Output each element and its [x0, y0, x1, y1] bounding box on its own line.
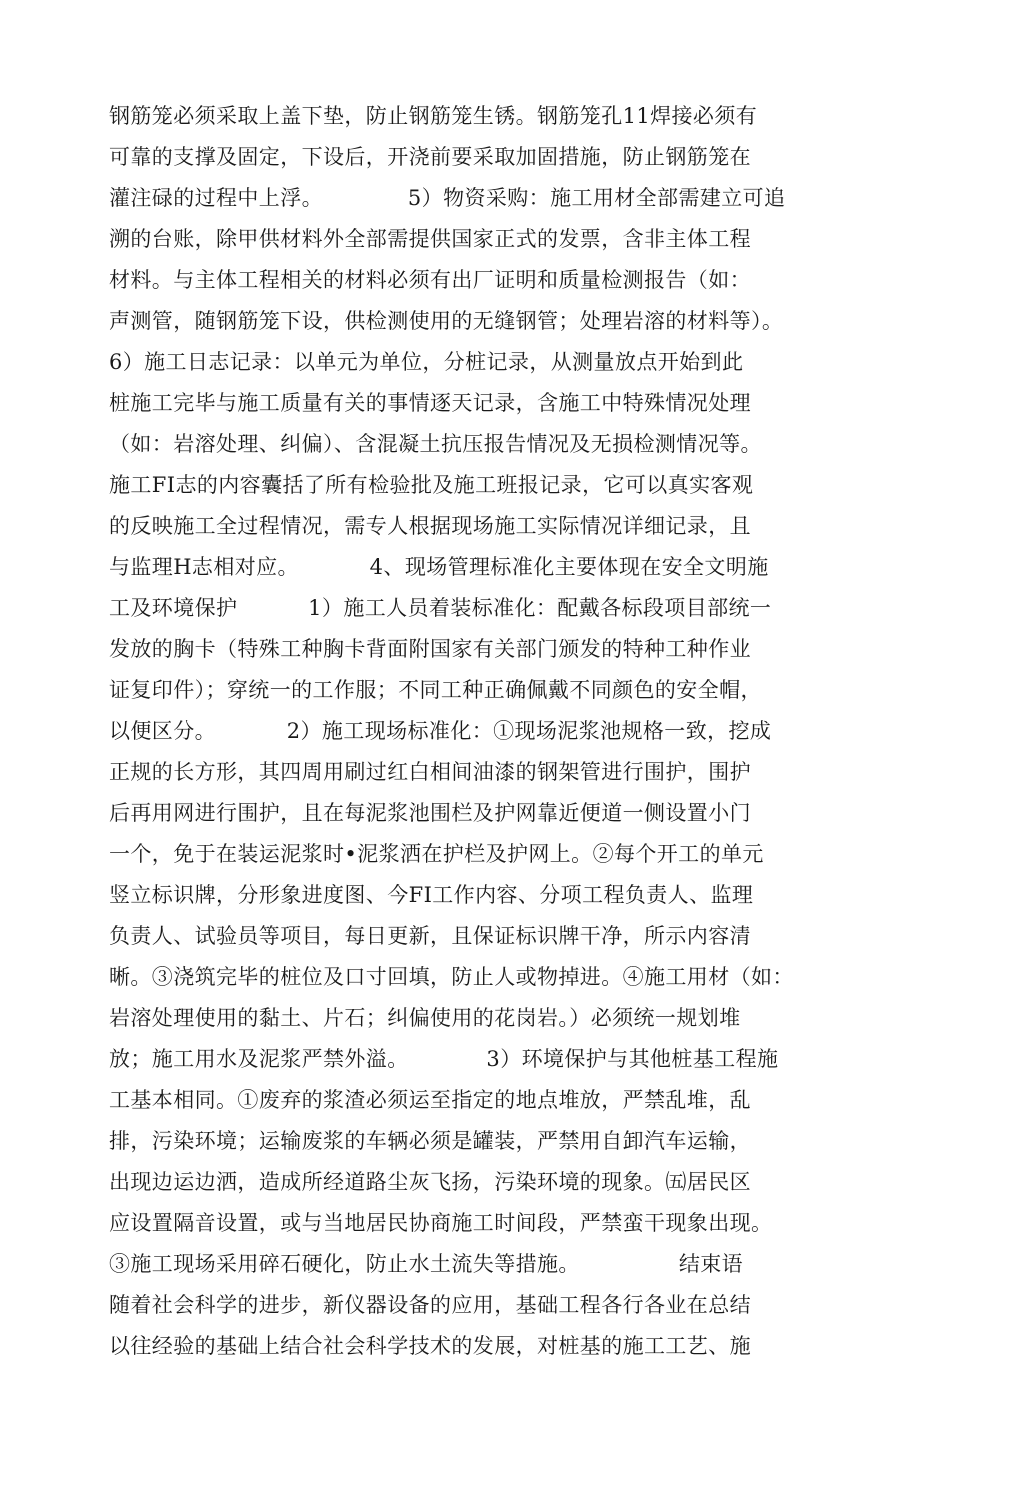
- text-line: 的反映施工全过程情况，需专人根据现场施工实际情况详细记录，且: [109, 514, 751, 538]
- text-line: 桩施工完毕与施工质量有关的事情逐天记录，含施工中特殊情况处理: [109, 391, 751, 415]
- text-line: 灌注碌的过程中上浮。 5）物资采购：施工用材全部需建立可追: [109, 186, 786, 210]
- text-line: 6）施工日志记录：以单元为单位，分桩记录，从测量放点开始到此: [109, 350, 744, 374]
- text-line: 后再用网进行围护，且在每泥浆池围栏及护网靠近便道一侧设置小门: [109, 801, 751, 825]
- text-line: 钢筋笼必须采取上盖下垫，防止钢筋笼生锈。钢筋笼孔11焊接必须有: [109, 104, 758, 128]
- text-line: 工基本相同。①废弃的浆渣必须运至指定的地点堆放，严禁乱堆，乱: [109, 1088, 751, 1112]
- text-line: 放；施工用水及泥浆严禁外溢。 3）环境保护与其他桩基工程施: [109, 1047, 779, 1071]
- text-line: 出现边运边洒，造成所经道路尘灰飞扬，污染环境的现象。㈤居民区: [109, 1170, 751, 1194]
- text-line: 应设置隔音设置，或与当地居民协商施工时间段，严禁蛮干现象出现。: [109, 1211, 773, 1235]
- text-line: 正规的长方形，其四周用刷过红白相间油漆的钢架管进行围护，围护: [109, 760, 751, 784]
- text-line: 材料。与主体工程相关的材料必须有出厂证明和质量检测报告（如：: [109, 268, 751, 292]
- text-line: 排，污染环境；运输废浆的车辆必须是罐装，严禁用自卸汽车运输，: [109, 1129, 751, 1153]
- text-line: 以便区分。 2）施工现场标准化：①现场泥浆池规格一致，挖成: [109, 719, 772, 743]
- text-line: 随着社会科学的进步，新仪器设备的应用，基础工程各行各业在总结: [109, 1293, 751, 1317]
- text-line: 以往经验的基础上结合社会科学技术的发展，对桩基的施工工艺、施: [109, 1334, 751, 1358]
- text-line: 工及环境保护 1）施工人员着装标准化：配戴各标段项目部统一: [109, 596, 772, 620]
- text-line: 负责人、试验员等项目，每日更新，且保证标识牌干净，所示内容清: [109, 924, 751, 948]
- text-line: 发放的胸卡（特殊工种胸卡背面附国家有关部门颁发的特种工种作业: [109, 637, 751, 661]
- text-line: 声测管，随钢筋笼下设，供检测使用的无缝钢管；处理岩溶的材料等）。: [109, 309, 784, 333]
- text-line: 溯的台账，除甲供材料外全部需提供国家正式的发票，含非主体工程: [109, 227, 751, 251]
- text-line: 晰。③浇筑完毕的桩位及口寸回填，防止人或物掉进。④施工用材（如：: [109, 965, 794, 989]
- text-line: 竖立标识牌，分形象进度图、今FI工作内容、分项工程负责人、监理: [109, 883, 754, 907]
- text-line: 与监理H志相对应。 4、现场管理标准化主要体现在安全文明施: [109, 555, 769, 579]
- text-line: 证复印件）；穿统一的工作服；不同工种正确佩戴不同颜色的安全帽，: [109, 678, 762, 702]
- text-line: 岩溶处理使用的黏土、片石；纠偏使用的花岗岩。）必须统一规划堆: [109, 1006, 741, 1030]
- text-line: 一个，免于在装运泥浆时•泥浆洒在护栏及护网上。②每个开工的单元: [109, 842, 764, 866]
- text-line: 可靠的支撑及固定，下设后，开浇前要采取加固措施，防止钢筋笼在: [109, 145, 751, 169]
- text-line: ③施工现场采用碎石硬化，防止水土流失等措施。 结束语: [109, 1252, 744, 1276]
- text-line: （如：岩溶处理、纠偏）、含混凝土抗压报告情况及无损检测情况等。: [109, 432, 762, 456]
- text-line: 施工FI志的内容囊括了所有检验批及施工班报记录，它可以真实客观: [109, 473, 754, 497]
